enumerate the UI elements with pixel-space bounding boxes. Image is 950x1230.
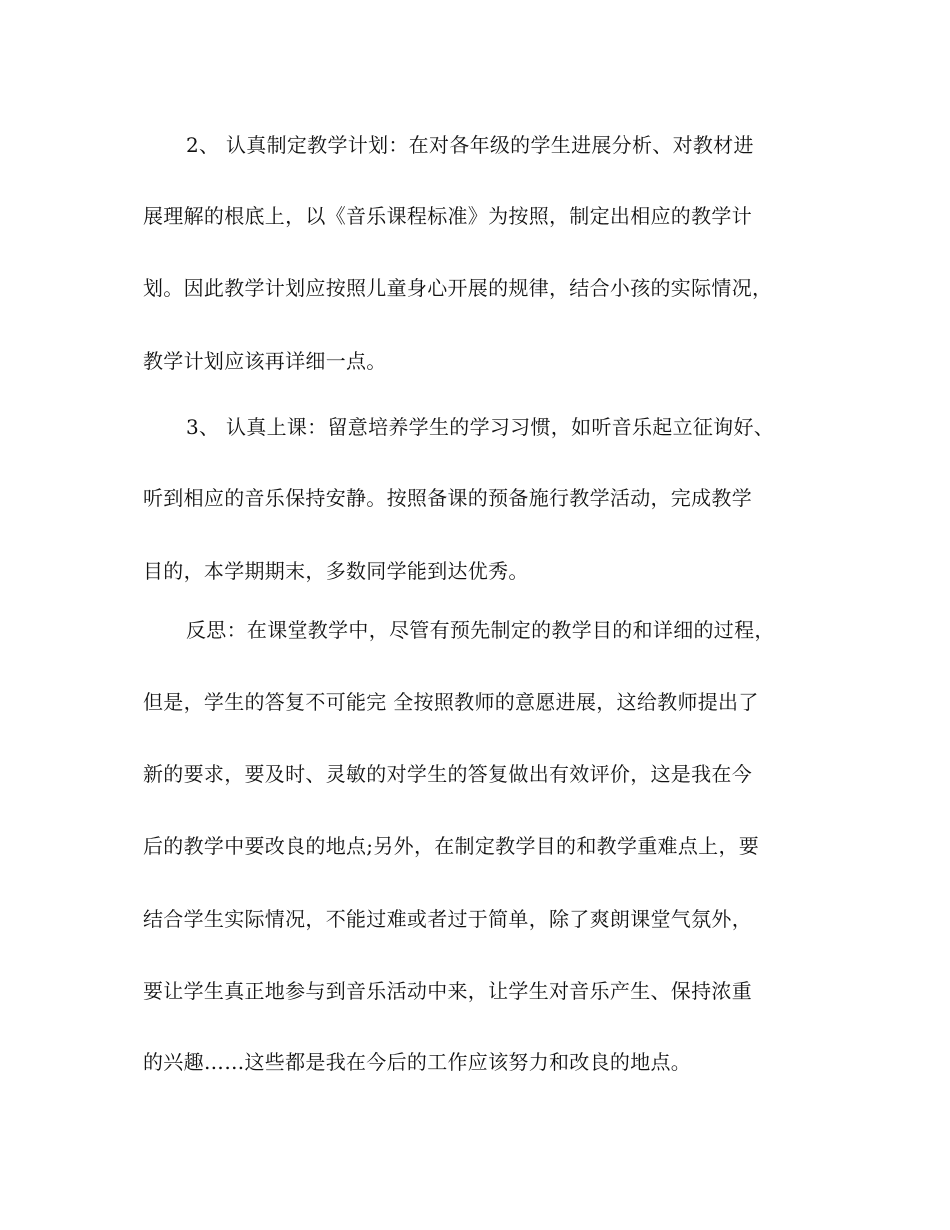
- reflection-line-6: 要让学生真正地参与到音乐活动中来，让学生对音乐产生、保持浓重: [143, 979, 752, 1003]
- reflection-line-7: 的兴趣……这些都是我在今后的工作应该努力和改良的地点。: [143, 1050, 692, 1074]
- reflection-line-1: 反思：在课堂教学中，尽管有预先制定的教学目的和详细的过程，: [186, 618, 775, 642]
- reflection-line-2: 但是，学生的答复不可能完 全按照教师的意愿进展，这给教师提出了: [143, 690, 759, 714]
- paragraph-2-line-1: 2、 认真制定教学计划：在对各年级的学生进展分析、对教材进: [186, 133, 754, 157]
- paragraph-3-line-2: 听到相应的音乐保持安静。按照备课的预备施行教学活动，完成教学: [143, 486, 752, 510]
- paragraph-2-line-2: 展理解的根底上，以《音乐课程标准》为按照，制定出相应的教学计: [143, 204, 752, 228]
- reflection-line-3: 新的要求，要及时、灵敏的对学生的答复做出有效评价，这是我在今: [143, 762, 752, 786]
- reflection-line-4: 后的教学中要改良的地点;另外，在制定教学目的和教学重难点上，要: [143, 834, 760, 858]
- reflection-line-5: 结合学生实际情况，不能过难或者过于简单，除了爽朗课堂气氛外，: [143, 907, 752, 931]
- paragraph-2-line-4: 教学计划应该再详细一点。: [143, 349, 387, 373]
- paragraph-3-line-1: 3、 认真上课：留意培养学生的学习习惯，如听音乐起立征询好、: [186, 415, 775, 439]
- paragraph-3-line-3: 目的，本学期期末，多数同学能到达优秀。: [143, 559, 529, 583]
- paragraph-2-line-3: 划。因此教学计划应按照儿童身心开展的规律，结合小孩的实际情况，: [143, 276, 773, 300]
